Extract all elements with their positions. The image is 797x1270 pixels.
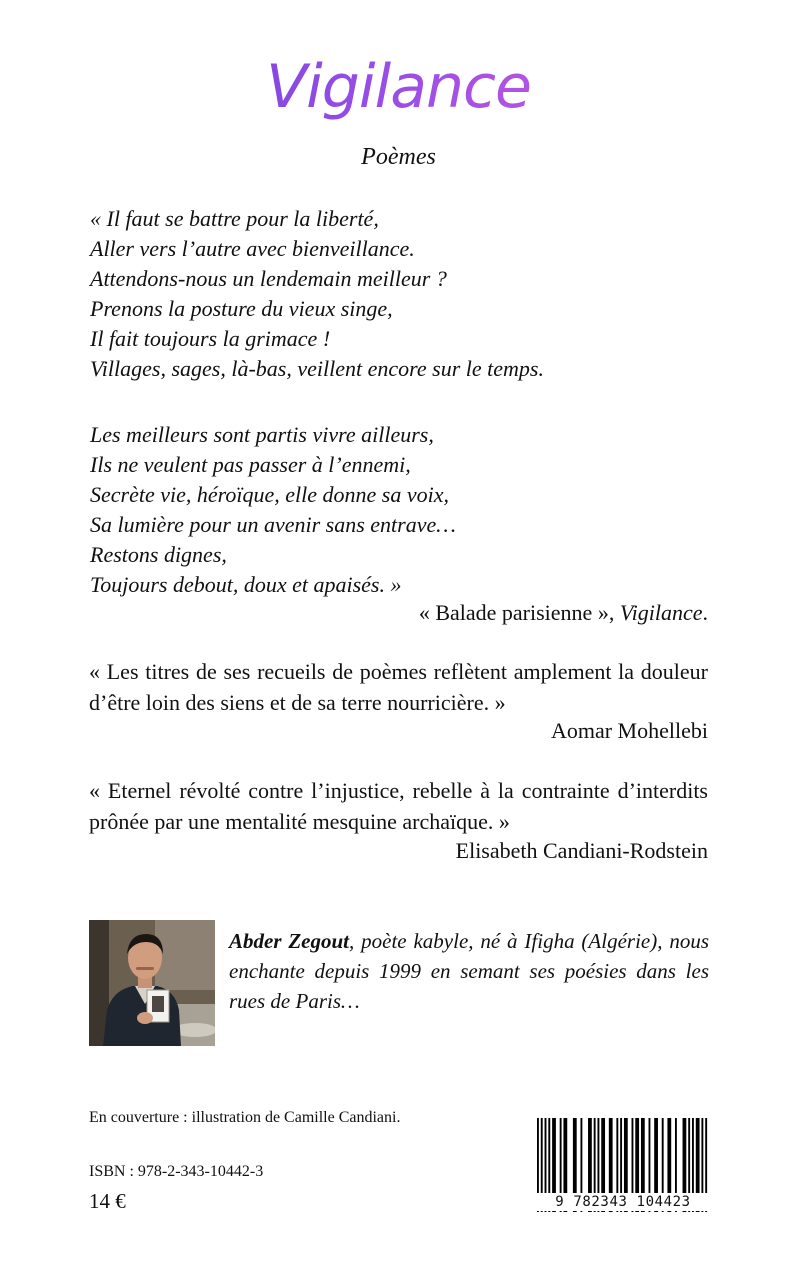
poem-line: Ils ne veulent pas passer à l’ennemi, [90,452,411,477]
author-photo [89,920,215,1046]
author-bio-text: , poète kabyle, né à Ifigha (Algérie), nous enchante depuis 1999 en semant ses poésies dans les rues de Paris… [229,929,709,1013]
poem-attribution-source: « Balade parisienne », [418,600,620,625]
poem-attribution-work: Vigilance [619,600,703,625]
cover-credit: En couverture : illustration de Camille Candiani. [89,1109,401,1126]
poem-line: Les meilleurs sont partis vivre ailleurs, [90,422,434,447]
price: 14 € [89,1189,126,1213]
isbn: ISBN : 978-2-343-10442-3 [89,1163,264,1180]
book-title: Vigilance [0,52,797,122]
review-quote-2: « Eternel révolté contre l’injustice, rebelle à la contrainte d’interdits prônée par une mentalité mesquine archaïque. » [89,778,708,834]
poem-line: Prenons la posture du vieux singe, [90,296,393,321]
poem-line: Toujours debout, doux et apaisés. » [90,572,402,597]
poem-line: « Il faut se battre pour la liberté, [90,206,379,231]
author-photo-image [89,920,215,1046]
poem-line: Restons dignes, [90,542,227,567]
review-author-1: Aomar Mohellebi [550,718,708,743]
poem-attribution [419,598,708,628]
poem-line: Aller vers l’autre avec bienveillance. [90,236,415,261]
poem-line: Sa lumière pour un avenir sans entrave… [90,512,456,537]
poem-stanza-1 [90,204,720,384]
poem-line: Il fait toujours la grimace ! [90,326,331,351]
review-quote-1: « Les titres de ses recueils de poèmes reflètent amplement la douleur d’être loin des siens et de sa terre nourricière. » [89,659,708,715]
poem-line: Villages, sages, là-bas, veillent encore sur le temps. [90,356,544,381]
book-subtitle: Poèmes [361,144,436,170]
author-bio [229,926,709,1016]
review-author-2: Elisabeth Candiani-Rodstein [455,838,708,863]
poem-stanza-2 [90,420,720,600]
barcode-digits: 9 782343 104423 [537,1193,709,1211]
poem-line: Secrète vie, héroïque, elle donne sa voix, [90,482,449,507]
author-name: Abder Zegout [229,929,350,953]
poem-line: Attendons-nous un lendemain meilleur ? [90,266,447,291]
poem-attribution-end: . [702,600,708,625]
